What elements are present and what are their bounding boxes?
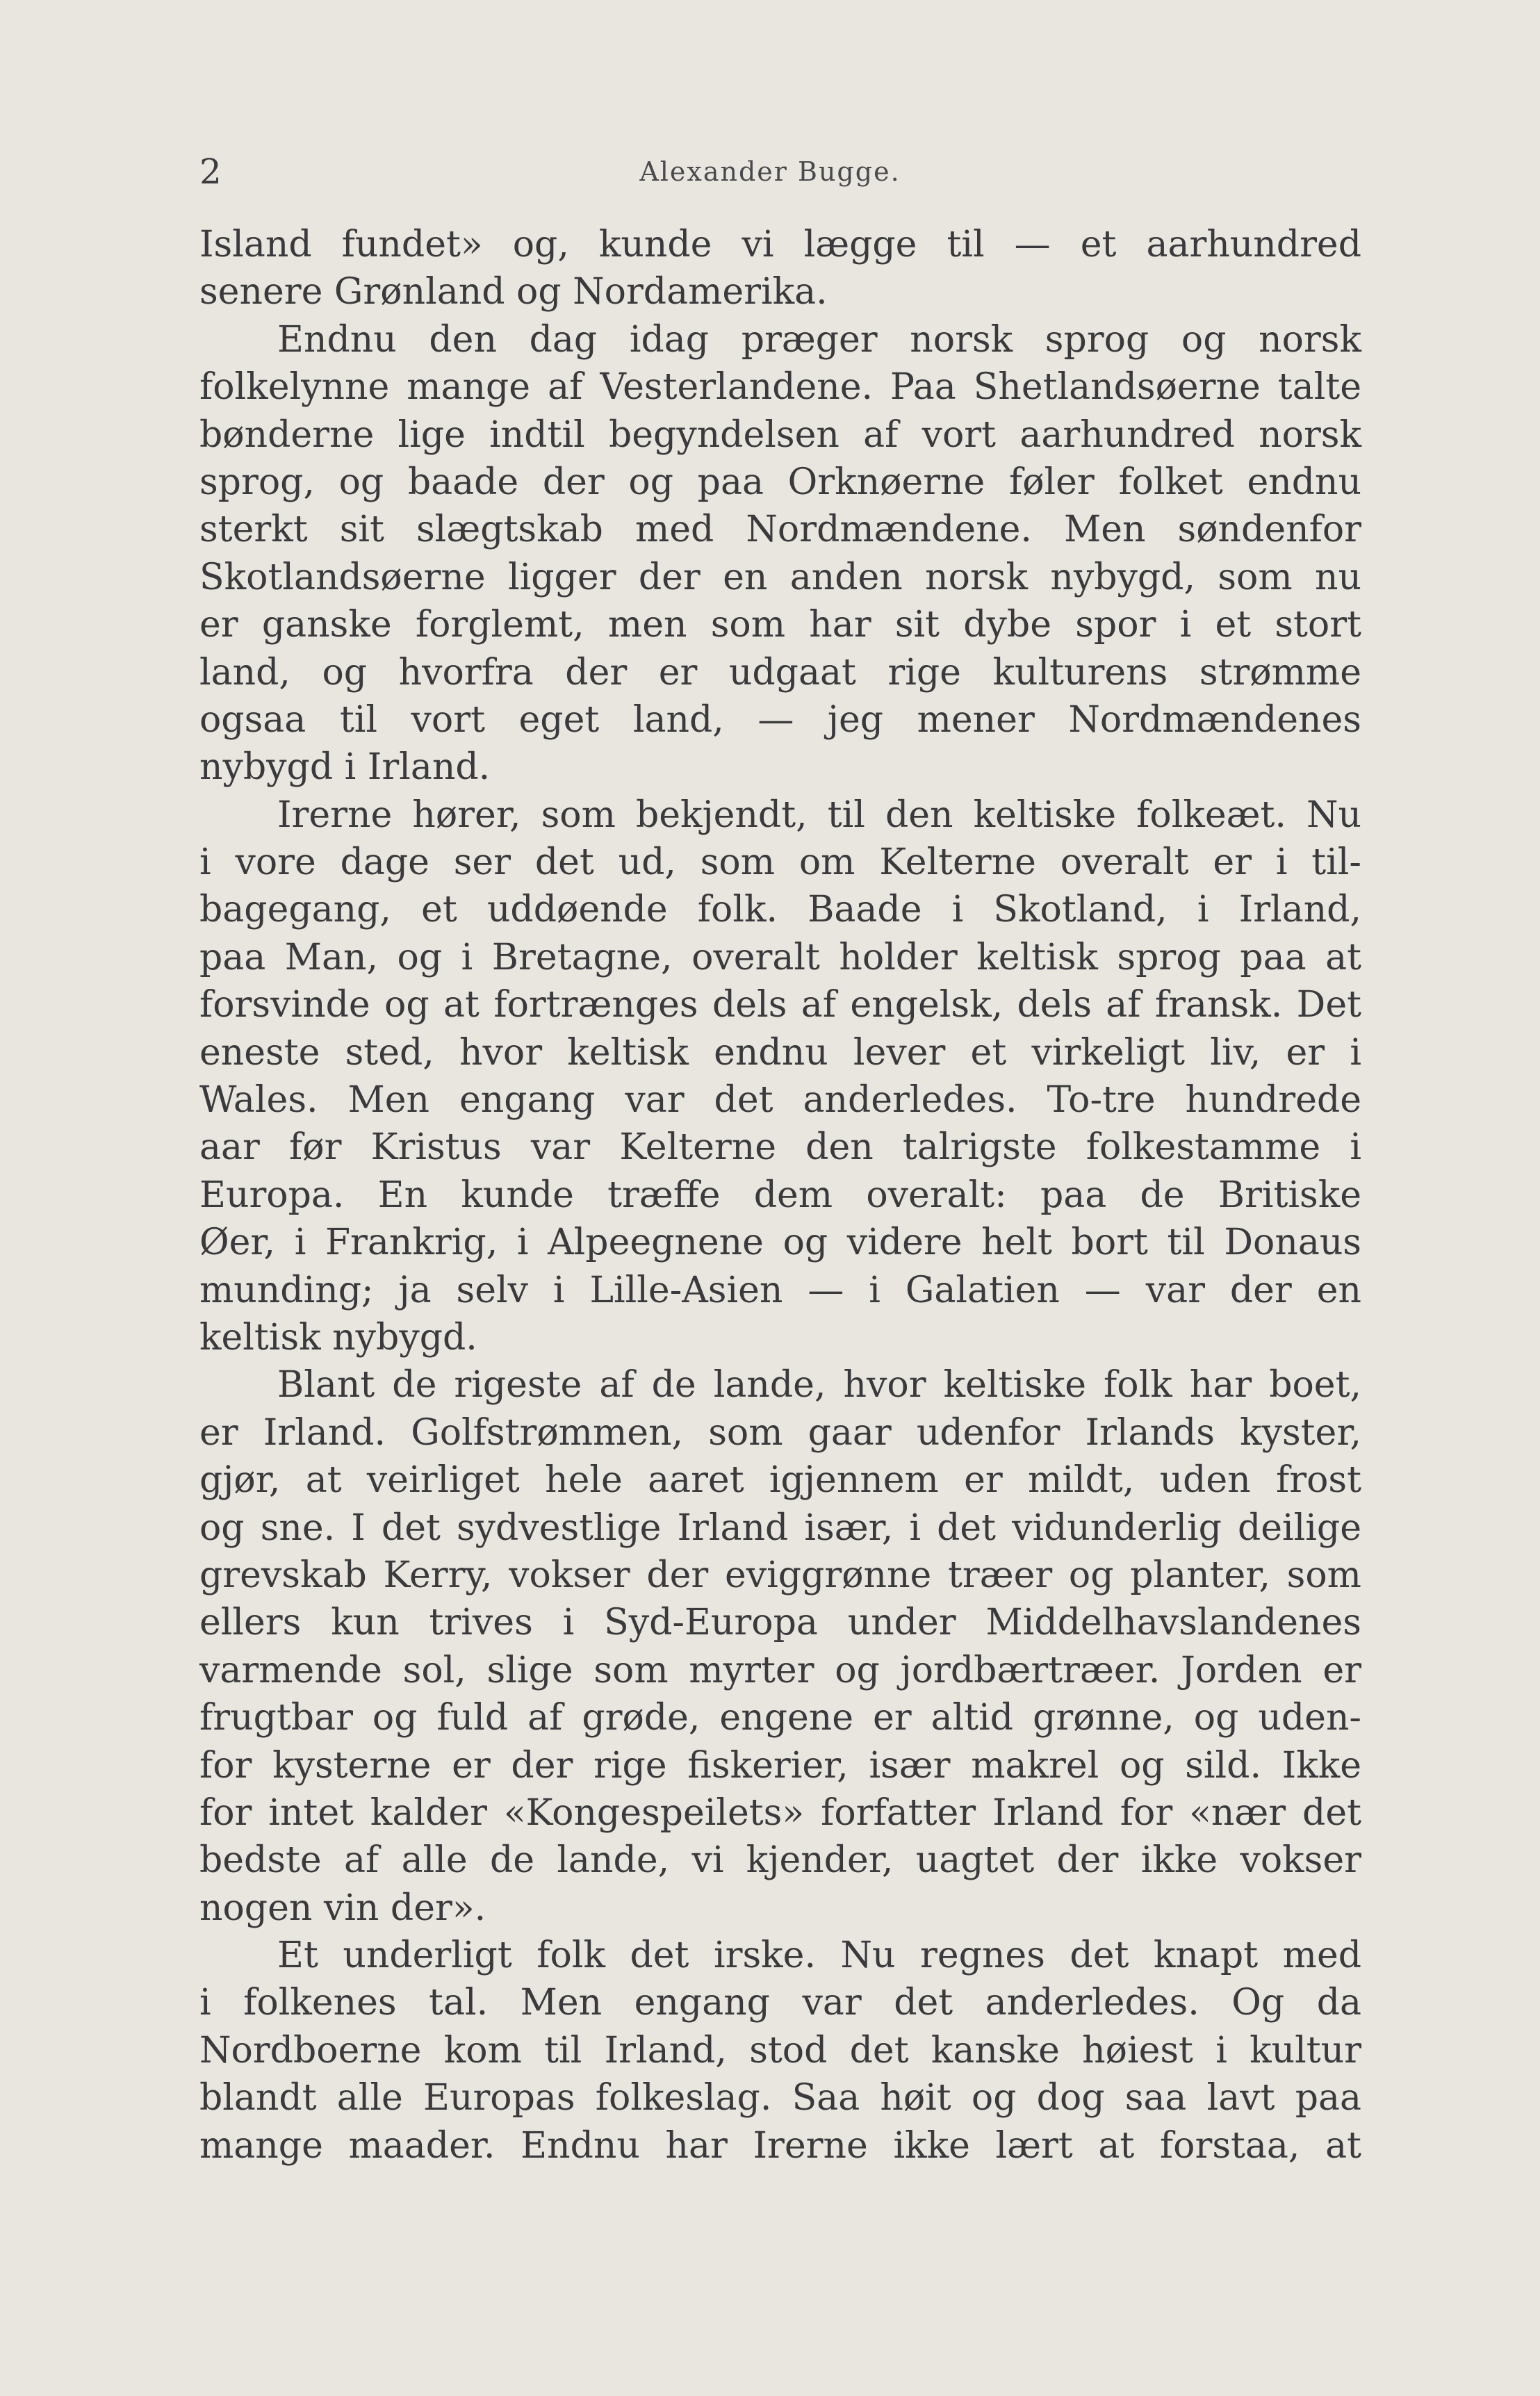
text-line: folkelynne mange af Vesterlandene. Paa Shetlandsøerne talte	[199, 366, 1361, 409]
text-line: Blant de rigeste af de lande, hvor keltiske folk har boet,	[277, 1364, 1361, 1406]
text-line: bagegang, et uddøende folk. Baade i Skotland, i Irland,	[199, 889, 1361, 931]
text-line: ogsaa til vort eget land, — jeg mener Nordmændenes	[199, 698, 1361, 741]
text-line: bønderne lige indtil begyndelsen af vort aarhundred norsk	[199, 413, 1361, 456]
text-line: i folkenes tal. Men engang var det anderledes. Og da	[199, 1982, 1361, 2024]
text-line: mange maader. Endnu har Irerne ikke lært at forstaa, at	[199, 2124, 1361, 2167]
text-line: paa Man, og i Bretagne, overalt holder keltisk sprog paa at	[199, 936, 1361, 978]
running-title: Alexander Bugge.	[639, 156, 901, 187]
text-line: Island fundet» og, kunde vi lægge til — et aarhundred	[199, 224, 1361, 265]
text-line: Nordboerne kom til Irland, stod det kanske høiest i kultur	[199, 2029, 1361, 2071]
text-line: aar før Kristus var Kelterne den talrigste folkestamme i	[199, 1126, 1361, 1169]
text-line: nogen vin der».	[199, 1887, 486, 1929]
text-line: sterkt sit slægtskab med Nordmændene. Men søndenfor	[199, 509, 1361, 551]
text-line: er Irland. Golfstrømmen, som gaar udenfor Irlands kyster,	[199, 1411, 1361, 1454]
text-line: grevskab Kerry, vokser der eviggrønne træer og planter, som	[199, 1554, 1361, 1596]
text-line: Øer, i Frankrig, i Alpeegnene og videre helt bort til Donaus	[199, 1222, 1361, 1264]
text-line: for intet kalder «Kongespeilets» forfatter Irland for «nær det	[199, 1791, 1361, 1834]
text-line: gjør, at veirliget hele aaret igjennem er mildt, uden frost	[199, 1459, 1361, 1502]
text-line: land, og hvorfra der er udgaat rige kulturens strømme	[199, 651, 1361, 694]
text-line: for kysterne er der rige fiskerier, især makrel og sild. Ikke	[199, 1744, 1361, 1787]
text-line: eneste sted, hvor keltisk endnu lever et virkeligt liv, er i	[199, 1031, 1361, 1074]
text-line: Irerne hører, som bekjendt, til den keltiske folkeæt. Nu	[277, 794, 1361, 836]
text-line: keltisk nybygd.	[199, 1316, 477, 1359]
text-line: Europa. En kunde træffe dem overalt: paa de Britiske	[199, 1174, 1361, 1216]
text-line: nybygd i Irland.	[199, 746, 491, 789]
text-line: forsvinde og at fortrænges dels af engelsk, dels af fransk. Det	[199, 984, 1361, 1026]
text-line: og sne. I det sydvestlige Irland især, i det vidunderlig deilige	[199, 1507, 1361, 1549]
text-line: sprog, og baade der og paa Orknøerne føler folket endnu	[199, 461, 1361, 503]
text-line: Et underligt folk det irske. Nu regnes det knapt med	[277, 1935, 1361, 1977]
text-line: Endnu den dag idag præger norsk sprog og norsk	[277, 318, 1361, 361]
text-line: i vore dage ser det ud, som om Kelterne overalt er i til-	[199, 842, 1361, 884]
text-line: bedste af alle de lande, vi kjender, uagtet der ikke vokser	[199, 1839, 1361, 1882]
text-line: varmende sol, slige som myrter og jordbærtræer. Jorden er	[199, 1649, 1361, 1691]
text-line: munding; ja selv i Lille-Asien — i Galatien — var der en	[199, 1269, 1361, 1311]
text-line: Wales. Men engang var det anderledes. To-tre hundrede	[199, 1079, 1361, 1122]
page-number: 2	[199, 151, 222, 192]
text-line: blandt alle Europas folkeslag. Saa høit og dog saa lavt paa	[199, 2077, 1361, 2119]
body-text	[199, 221, 1361, 2169]
text-line: ellers kun trives i Syd-Europa under Middelhavslandenes	[199, 1602, 1361, 1644]
text-line: senere Grønland og Nordamerika.	[199, 271, 828, 313]
text-line: er ganske forglemt, men som har sit dybe spor i et stort	[199, 604, 1361, 646]
text-line: frugtbar og fuld af grøde, engene er altid grønne, og uden-	[199, 1697, 1361, 1739]
text-line: Skotlandsøerne ligger der en anden norsk nybygd, som nu	[199, 556, 1361, 598]
